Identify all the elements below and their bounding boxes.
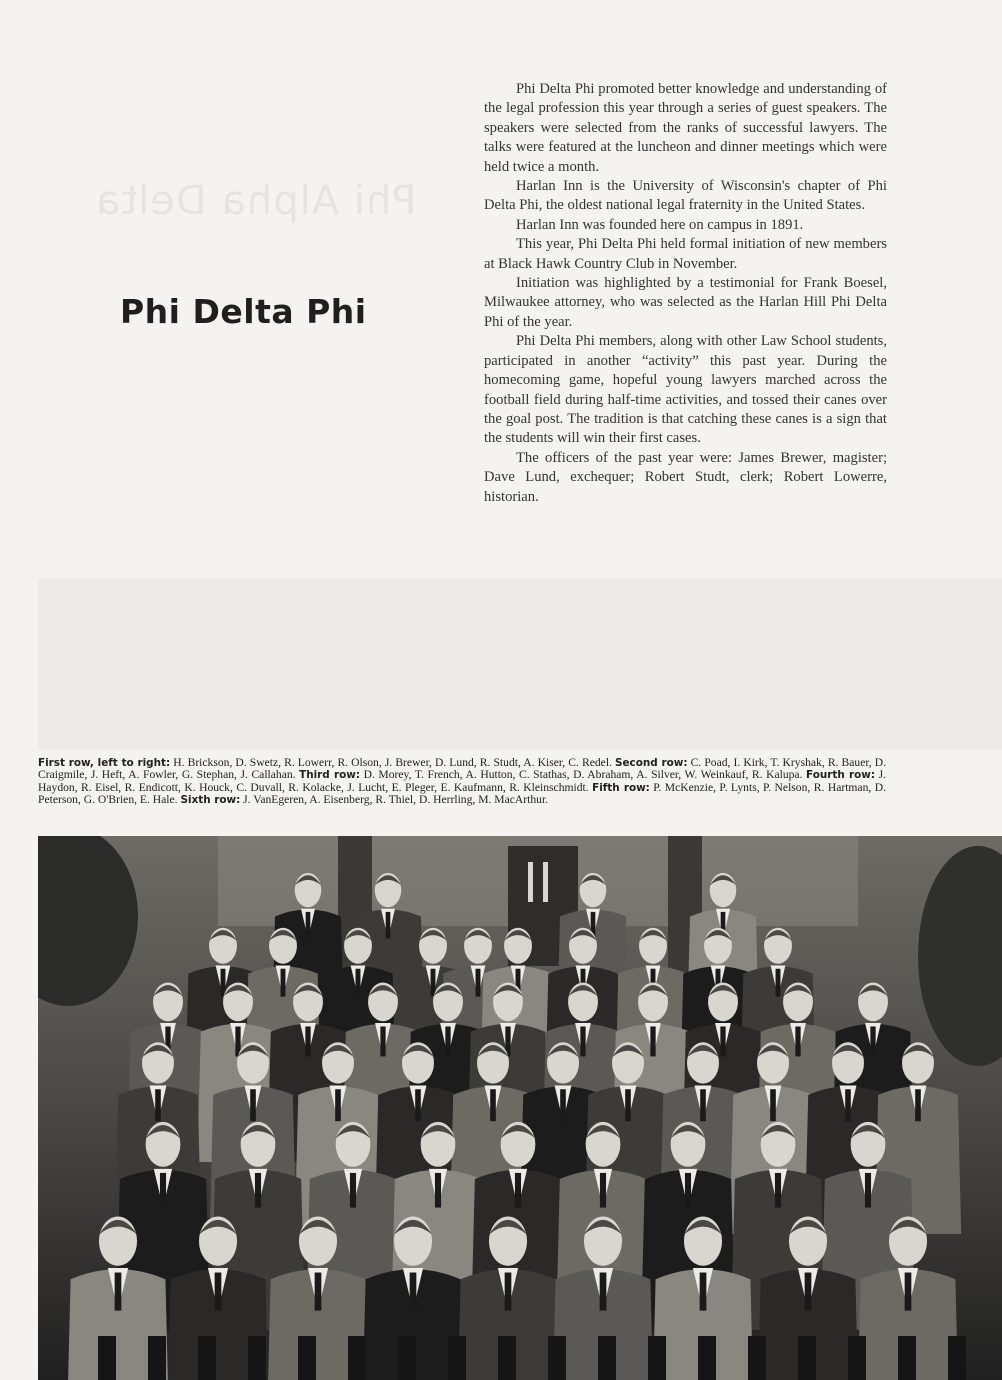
figure-tie — [600, 1273, 607, 1311]
figure-tie — [115, 1273, 122, 1311]
figure-legs — [648, 1336, 666, 1380]
figure-tie — [415, 1089, 421, 1121]
figure-tie — [356, 969, 361, 997]
figure-legs — [948, 1336, 966, 1380]
figure-legs — [548, 1336, 566, 1380]
figure-legs — [698, 1336, 716, 1380]
figure-tie — [580, 1026, 585, 1056]
figure-tie — [281, 969, 286, 997]
figure-tie — [905, 1273, 912, 1311]
figure-tie — [865, 1173, 871, 1208]
caption-row-names: H. Brickson, D. Swetz, R. Lowerr, R. Olson, J. Brewer, D. Lund, R. Studt, A. Kiser, C. Redel. — [173, 756, 612, 769]
figure-tie — [335, 1089, 341, 1121]
figure-tie — [560, 1089, 566, 1121]
figure-legs — [498, 1336, 516, 1380]
figure-tie — [306, 912, 311, 939]
paragraph: The officers of the past year were: James Brewer, magister; Dave Lund, exchequer; Robert Studt, clerk; Robert Lowerre, historian. — [484, 449, 887, 505]
figure-tie — [476, 969, 481, 997]
figure-tie — [720, 1026, 725, 1056]
group-photo — [38, 836, 1002, 1380]
caption-row-label: Third row: — [299, 769, 361, 782]
figure-tie — [515, 1173, 521, 1208]
caption-row-names: D. Morey, T. French, A. Hutton, C. Stathas, D. Abraham, A. Silver, W. Weinkauf, R. Kalupa. — [363, 768, 803, 782]
paragraph: Phi Delta Phi promoted better knowledge and understanding of the legal profession this year through a series of guest speakers. The speakers were selected from the ranks of successful lawyers. The talks were featured at the luncheon and dinner meetings which were held twice a month. — [484, 81, 887, 175]
figure-tie — [770, 1089, 776, 1121]
figure-tie — [805, 1273, 812, 1311]
figure-tie — [700, 1273, 707, 1311]
figure-tie — [435, 1173, 441, 1208]
show-through-heading: Phi Alpha Delta — [95, 178, 417, 224]
caption-row-label: Second row: — [615, 757, 688, 769]
figure-tie — [650, 1026, 655, 1056]
paragraph: Harlan Inn was founded here on campus in 1891. — [516, 216, 804, 233]
figure-legs — [98, 1336, 116, 1380]
figure-tie — [250, 1089, 256, 1121]
figure-tie — [776, 969, 781, 997]
article-body — [484, 80, 887, 507]
figure-tie — [350, 1173, 356, 1208]
figure-tie — [380, 1026, 385, 1056]
print-shadow-band — [38, 578, 1002, 750]
figure-legs — [798, 1336, 816, 1380]
caption-row-names: J. VanEgeren, A. Eisenberg, R. Thiel, D. Herrling, M. MacArthur. — [243, 793, 549, 807]
figure-legs — [148, 1336, 166, 1380]
paragraph: Initiation was highlighted by a testimonial for Frank Boesel, Milwaukee attorney, who was selected as the Harlan Hill Phi Delta Phi of the year. — [484, 275, 887, 330]
figure-tie — [915, 1089, 921, 1121]
figure-legs — [298, 1336, 316, 1380]
figure-tie — [410, 1273, 417, 1311]
figure-tie — [795, 1026, 800, 1056]
caption-row-label: Fourth row: — [806, 769, 876, 782]
figure-tie — [700, 1089, 706, 1121]
figure-tie — [685, 1173, 691, 1208]
figure-tie — [315, 1273, 322, 1311]
page-title: Phi Delta Phi — [120, 292, 367, 331]
figure-tie — [431, 969, 436, 997]
photo-caption — [38, 757, 886, 807]
figure-legs — [898, 1336, 916, 1380]
figure-tie — [775, 1173, 781, 1208]
caption-row-label: First row, left to right: — [38, 757, 171, 769]
figure-legs — [398, 1336, 416, 1380]
caption-row-label: Sixth row: — [180, 794, 241, 807]
figure-tie — [505, 1273, 512, 1311]
figure-tie — [386, 912, 391, 939]
figure-tie — [221, 969, 226, 997]
group-photo-illustration — [38, 836, 1002, 1380]
figure-tie — [445, 1026, 450, 1056]
figure-tie — [155, 1089, 161, 1121]
figure-tie — [160, 1173, 166, 1208]
figure-tie — [625, 1089, 631, 1121]
figure-tie — [845, 1089, 851, 1121]
caption-row-names: J. Haydon, R. Eisel, R. Endicott, K. Houck, C. Duvall, R. Kolacke, J. Lucht, E. Pleger, E. Kaufmann, R. Kleinschmidt. — [38, 768, 887, 794]
paragraph: Harlan Inn is the University of Wisconsin's chapter of Phi Delta Phi, the oldest national legal fraternity in the United States. — [484, 178, 887, 214]
figure-legs — [448, 1336, 466, 1380]
caption-row-names: C. Poad, I. Kirk, T. Kryshak, R. Bauer, D. Craigmile, J. Heft, A. Fowler, G. Stephan, J. Callahan. — [38, 756, 886, 782]
figure-tie — [305, 1026, 310, 1056]
figure-tie — [255, 1173, 261, 1208]
figure-legs — [598, 1336, 616, 1380]
figure-tie — [600, 1173, 606, 1208]
figure-tie — [870, 1026, 875, 1056]
figure-legs — [848, 1336, 866, 1380]
figure-legs — [248, 1336, 266, 1380]
figure-tie — [215, 1273, 222, 1311]
figure-tie — [490, 1089, 496, 1121]
paragraph: Phi Delta Phi members, along with other Law School students, participated in another “activity” this past year. During the homecoming game, hopeful young lawyers marched across the football field during half-time activities, and tossed their canes over the goal post. The tradition is that catching these canes is a sign that the students will win their first cases. — [484, 333, 887, 447]
paragraph: This year, Phi Delta Phi held formal initiation of new members at Black Hawk Country Club in November. — [484, 236, 887, 272]
figure-legs — [348, 1336, 366, 1380]
figure-legs — [198, 1336, 216, 1380]
caption-row-names: P. McKenzie, P. Lynts, P. Nelson, R. Hartman, D. Peterson, G. O'Brien, E. Hale. — [38, 780, 886, 807]
caption-row-label: Fifth row: — [592, 781, 650, 794]
figure-legs — [748, 1336, 766, 1380]
